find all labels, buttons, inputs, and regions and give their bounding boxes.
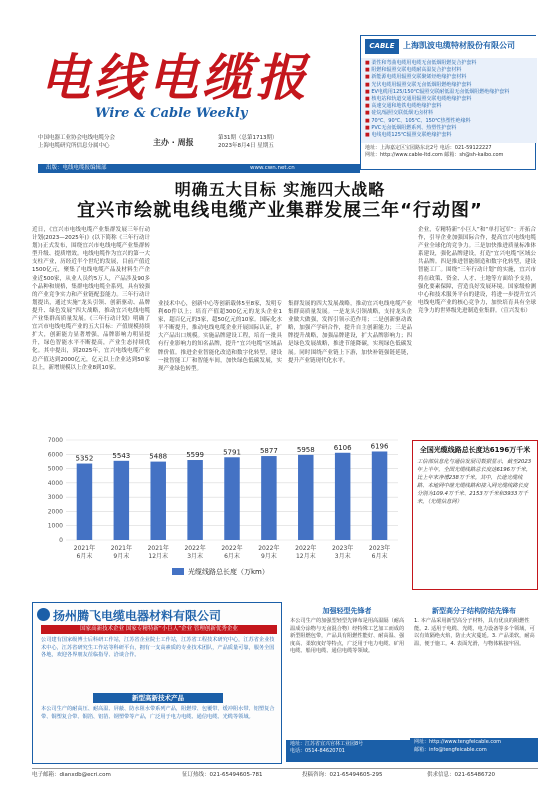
cable-logo-icon: CABLE [365,39,399,54]
ad-mid [286,602,408,762]
chart-bar [261,456,276,540]
publisher-1: 中国电器工业协会电线电缆分会 [38,135,116,141]
publisher-2: 上海电缆研究所信息分属中心 [38,143,110,149]
ad-mid-title: 加强轻型先锋者 [322,607,372,615]
chart-bar [187,460,202,540]
bar-value-label: 6106 [333,443,352,452]
ad-kaibo-email[interactable]: 邮箱：sh@sh-kaibo.com [444,152,504,158]
chart-bar [150,462,165,540]
side-story-text: 工信部信息化与通信发展司数据显示，截至2023年上半年，全国光缆线路总长度达6196万千米，比上年末净增238万千米。其中，长途光缆线路、本地网中继光缆线路和接入网光缆线路长度分别为109.4万千米、2153万千米和3933万千米。（光缆信息网） [417,459,532,505]
ad-tengfei-new-text: 本公司生产的耐高压、耐高温、屏蔽、防水阻水带系列产品，阻燃带、包覆带、缓冲阻水带、铝塑复合带、铜塑复合带、铜箔、铝箔、钢塑带等产品，广泛用于电力电缆、通信电缆、光缆等领域。 [41,706,275,720]
y-tick-label: 3000 [47,494,63,502]
ad-tengfei-title: 扬州腾飞电缆电器材料有限公司 [53,609,222,623]
ad-kaibo-product-item: ■ 高速交通和地铁电缆绝缘护套料 [365,103,533,110]
bar-value-label: 5488 [149,452,168,461]
footer-phone-info: 供求信息：021-65486720 [427,772,495,778]
ad-kaibo-product-item: ■ 阻燃和辐照交联电缆耐高温复合护套材料 [365,67,533,74]
fiber-length-chart [32,432,406,594]
ad-tengfei [32,602,282,764]
ad-mid-address: 地址：江苏省宜兴官林工业园8号 [290,741,364,747]
ad-kaibo-phone: 电话：021-59122227 [439,145,492,151]
ad-kaibo-product-item: ■ 柔性和弯曲电缆用电缆无卤低烟阻燃复合护套料 [365,60,533,67]
ad-right-email[interactable]: 邮箱：info@tengfeicable.com [414,747,487,753]
issue-number: 第31期（总第1713期） [218,135,278,141]
ad-tengfei-intro: 公司建有国家级博士后科研工作站，江苏省企业院士工作站，江苏省工程技术研究中心，江苏省企业技术中心，江苏省研究生工作站等科研平台，拥有一支高素质的专业技术团队，产品质量可靠，服务全国各地，欢迎各界朋友莅临指导、洽谈合作。 [41,637,275,658]
ad-tengfei-new-label: 新型高新技术产品 [93,693,223,703]
footer-email[interactable]: 电子邮箱：dianxdb@ecri.com [32,772,111,778]
y-tick-label: 4000 [47,479,63,487]
legend-swatch [172,568,184,575]
ad-kaibo-website[interactable]: 网址：http://www.cable-ltd.com [365,152,443,158]
ad-kaibo-address: 地址：上海嘉定区宝园路东北2号 [365,145,439,151]
x-tick-label: 6月末 [224,553,240,560]
ad-mid-phone: 电话：0514-84620701 [290,748,345,754]
article-column-4: 企业，专精特新“小巨人”和“单打冠军”：开拓合作，引导企业加强国际合作，提高宜兴电线电缆产业全球化的竞争力。三是加快推进质量标准体系建设，强化品牌建设，打造“宜兴电缆”区域公共品牌。四是推进智能制造和数字化转型，建设智能工厂。围绕“三年行动计划”的实施，宜兴市将在政策、资金、人才、土地等方面给予支持，强化要素保障，营造良好发展环境。国家级检测中心和技术服务平台的建设，将进一步提升宜兴电线电缆产业的核心竞争力，加快培育具有全球竞争力的世界级先进制造业集群。（宣兴发布） [418,227,536,314]
ad-right-title: 新型高分子结构防结先锋布 [432,607,516,615]
ad-right [410,602,538,762]
ad-kaibo-product-item: ■ PVC无卤低烟阻燃系列、热塑性护套料 [365,125,533,132]
y-tick-label: 6000 [47,451,63,459]
x-tick-label: 3月末 [334,553,351,560]
publisher-bar: 出版：电线电缆报编辑部 [38,164,360,173]
chart-canvas [32,432,406,594]
ad-kaibo-product-item: ■ 光伏电缆用辐照交联无卤低烟阻燃绝缘护套料 [365,82,533,89]
ad-kaibo-contact [361,143,537,170]
footer-phone-subscribe: 征订热线：021-65494605-781 [182,772,263,778]
bar-value-label: 5791 [223,448,241,457]
headline [0,180,560,222]
x-tick-label: 12月末 [148,553,169,560]
x-tick-label: 2022年 [295,545,317,552]
ad-right-contact [410,738,538,762]
headline-line2: 宜兴市绘就电线电缆产业集群发展三年“行动图” [77,200,483,221]
ad-right-website[interactable]: 网址：http://www.tengfeicable.com [414,739,502,745]
ad-kaibo-product-item: ■ 核电站和轨道交通用辐照交联电缆绝缘护套料 [365,96,533,103]
y-tick-label: 0 [59,537,63,544]
x-tick-label: 2023年 [332,545,354,552]
issue-info [38,133,298,165]
y-tick-label: 7000 [47,437,63,444]
chart-bar [372,451,387,540]
ad-kaibo-product-item: ■ EV电缆用125/150℃辐照交联耐低温无卤低烟阻燃绝缘护套料 [365,89,533,96]
y-tick-label: 2000 [47,508,63,516]
y-tick-label: 5000 [47,465,63,473]
x-tick-label: 3月末 [187,553,204,560]
x-tick-label: 2021年 [147,545,169,552]
x-tick-label: 2022年 [258,545,280,552]
chart-bar [114,461,129,540]
tengfei-logo-icon [37,608,50,621]
bar-value-label: 5958 [296,445,315,454]
bar-value-label: 5352 [75,454,94,463]
headline-line1: 明确五大目标 实施四大战略 [174,180,386,199]
x-tick-label: 2022年 [221,545,243,552]
ad-right-text: 1. 本产品采用新型高分子材料，具有优良的阻燃性能。2. 适用于电缆、光缆、电力设备等多个领域，可以有效隔绝火焰，防止火灾蔓延。3. 产品柔软，耐高温，便于施工。4. 表面光滑，与物体粘接牢固。 [414,618,535,647]
legend-label: 光缆线路总长度（万km） [188,568,269,576]
newspaper-title: 电线电缆报 [40,48,310,107]
ad-kaibo-products [361,58,537,143]
article-column-3: 集群发展的四大发展战略，推动宜兴电线电缆产业集群高质量发展。一是龙头引领战略，支持龙头企业做大做强，发挥引领示范作用；二是创新驱动战略，加强产学研合作，提升自主创新能力；三是品牌提升战略，加强品牌建设，扩大品牌影响力；四是绿色发展战略，推进节能降碳，实现绿色低碳发展。同时围绕产业链上下游，加快补链强链延链，提升产业链现代化水平。 [288,301,412,364]
chart-bar [335,453,350,540]
x-tick-label: 6月末 [76,553,93,560]
chart-bar [298,455,313,540]
bar-value-label: 5599 [186,451,205,460]
ad-mid-text: 本公司生产的加强型轻型先锋布是用高温隔（耐高温成分涂物与无卤混合物）经特殊工艺加工而成的新型阻燃包带，产品具有阻燃性能好、耐高温、强度高、柔软度好等特点，广泛用于电力电缆、矿用电缆、船用电缆、通信电缆等领域。 [290,618,405,655]
ad-mid-contact [286,740,410,762]
issue-date: 2023年8月4日 星期五 [218,143,274,149]
page-footer [32,768,538,780]
bar-value-label: 6196 [370,442,389,451]
ad-kaibo [360,35,536,170]
x-tick-label: 6月末 [371,553,388,560]
website-url[interactable]: www.cwn.net.cn [250,165,295,171]
side-story-title: 全国光缆线路总长度达6196万千米 [419,446,531,454]
x-tick-label: 2023年 [368,545,391,552]
x-tick-label: 9月末 [113,553,130,560]
bar-value-label: 5877 [259,447,278,456]
y-tick-label: 1000 [47,522,63,530]
chart-bar [77,464,92,540]
chart-bar [224,457,239,540]
side-story [412,440,538,590]
bar-value-label: 5543 [112,451,131,460]
ad-kaibo-company: 上海凯波电缆特材股份有限公司 [403,41,515,50]
x-tick-label: 2021年 [110,545,132,552]
frequency: 主办 · 周报 [153,138,194,147]
ad-kaibo-product-item: ■ 电线电缆125℃辐照交联绝缘护套料 [365,132,533,139]
ad-tengfei-slogan: 国家高新技术企业 国家专精特新“小巨人”企业 管理创新优秀企业 [41,625,277,634]
article-column-1: 近日，《宜兴市电线电缆产业集群发展三年行动计划(2023—2025年)》(以下简称《三年行动计划》)正式发布，围绕宜兴市电线电缆产业集群转型升级、提质增效。电线电缆作为宜兴的第一大支柱产业，历经近半个世纪的发展，目前产值近1500亿元，聚集了电线电缆产品及材料生产企业近500家，从业人员约5万人，产品涉及90多个品种和规格，集群电线电缆全系列，具有较强的产业竞争实力和产业链配套能力。三年行动计划提出，通过实施“龙头引领、创新驱动、品牌提升、绿色发展”四大战略，推动宜兴电线电缆产业集群高质量发展。《三年行动计划》明确了宜兴市电线电缆产业的五大目标：产值规模持续扩大，创新能力显著增强，品牌影响力明显提升，绿色智能水平不断提高，产业生态持续优化。其中提出，到2025年，宜兴电线电缆产业总产值达到2000亿元，亿元以上企业达到50家以上，新增规模以上企业8到10家。 [32,227,150,371]
x-tick-label: 2022年 [184,545,206,552]
article-column-2: 业技术中心，创新中心等创新载体5至8家，发明专利60件以上；培育产值超300亿元的龙头企业1家，超百亿元的3家，超50亿元的10家。国际化水平不断提升，推动电线电缆企业开展国际认证，扩大产品出口规模。实施品牌建设工程，培育一批具有行业影响力的知名品牌，提升“宜兴电缆”区域品牌价值。推进企业智能化改造和数字化转型，建设一批智能工厂和智能车间，加快绿色低碳发展，实现产业绿色转型。 [158,301,282,372]
ad-kaibo-product-item: ■ 70℃、90℃、105℃、150℃热塑性绝缘料 [365,118,533,125]
x-tick-label: 9月末 [260,553,277,560]
footer-phone-submit: 投稿咨询：021-65494605-295 [302,772,383,778]
x-tick-label: 12月末 [295,553,316,560]
x-tick-label: 2021年 [73,545,96,552]
ad-kaibo-product-item: ■ 硅烷/辐照交联低烟无卤材料 [365,110,533,117]
ad-kaibo-product-item: ■ 新能源电缆用辐照交联聚烯烃绝缘护套材料 [365,74,533,81]
ad-kaibo-header [361,36,537,58]
newspaper-subtitle: Wire & Cable Weekly [95,106,248,121]
